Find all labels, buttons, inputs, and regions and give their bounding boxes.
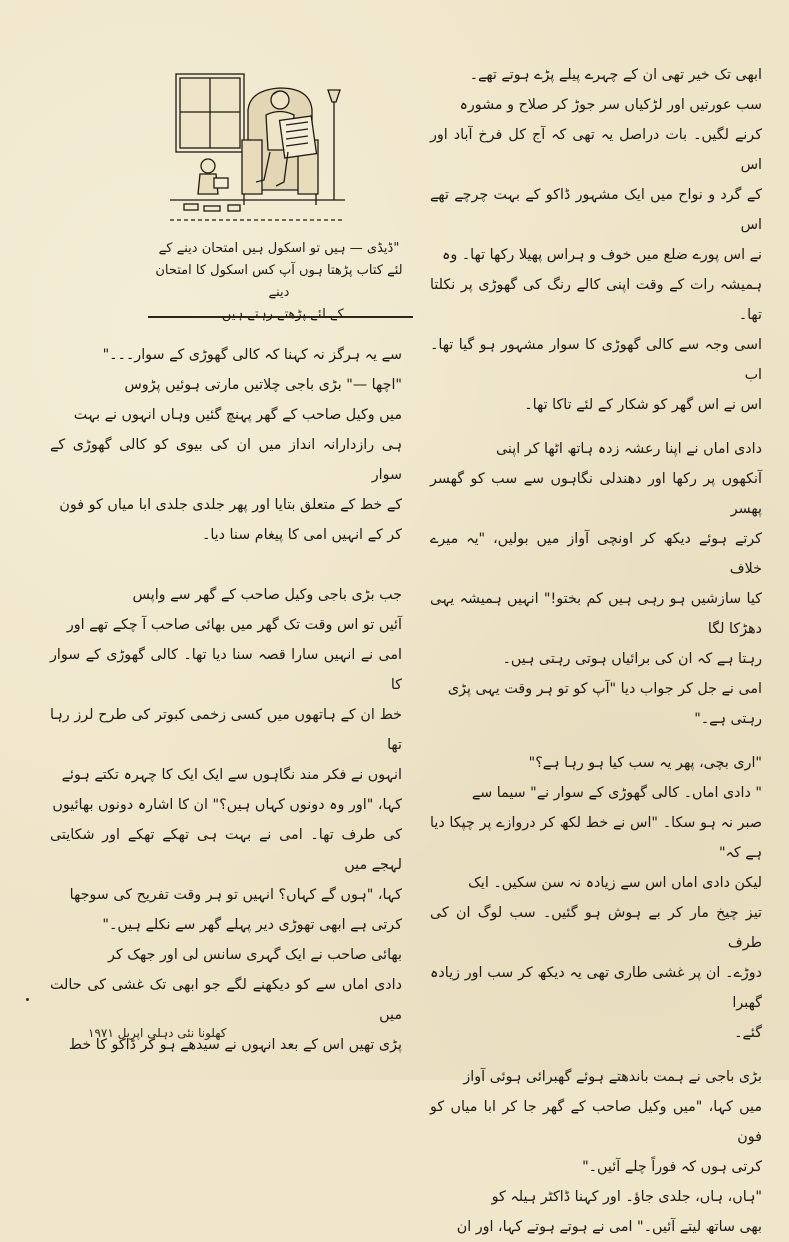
text-line: دادی اماں نے اپنا رعشہ زدہ ہاتھ اٹھا کر اپنی [496, 441, 762, 457]
cartoon-illustration [170, 70, 345, 230]
paragraph-gap [430, 1048, 762, 1062]
text-line: صبر نہ ہو سکا۔ "اس نے خط لکھ کر دروازے پر چپکا دیا ہے کہ" [430, 815, 762, 861]
text-line: ہمیشہ رات کے وقت اپنی کالے رنگ کی گھوڑی پر نکلتا تھا۔ [430, 277, 762, 323]
text-line: رہتا ہے کہ ان کی برائیاں ہوتی رہتی ہیں۔ [502, 651, 762, 667]
text-line: ہی رازدارانہ انداز میں ان کی بیوی کو کالی گھوڑی کے سوار [50, 437, 402, 483]
text-line: دوڑے۔ ان پر غشی طاری تھی یہ دیکھ کر سب اور زیادہ گھبرا [430, 965, 762, 1011]
text-line: امی نے انہیں سارا قصہ سنا دیا تھا۔ کالی گھوڑی کے سوار کا [50, 647, 402, 693]
caption-line-2: لئے کتاب پڑھتا ہوں آپ کس اسکول کا امتحان دینے [155, 263, 403, 300]
left-text-column-top [50, 340, 402, 550]
text-line: اس نے اس گھر کو شکار کے لئے تاکا تھا۔ [524, 397, 762, 413]
text-line: کیا سازشیں ہو رہی ہیں کم بختو!" انہیں ہمیشہ یہی دھڑکا لگا [430, 591, 762, 637]
paragraph-gap [430, 420, 762, 434]
text-line: "ہاں، ہاں، جلدی جاؤ۔ اور کہنا ڈاکٹر ہیلہ کو [491, 1189, 762, 1205]
text-line: خط ان کے ہاتھوں میں کسی زخمی کبوتر کی طرح لرز رہا تھا [50, 707, 402, 753]
text-line: دادی اماں سے کو دیکھنے لگے جو ابھی تک غشی کی حالت میں [50, 977, 402, 1023]
text-line: کرتے ہوئے دیکھ کر اونچی آواز میں بولیں، "یہ میرے خلاف [430, 531, 762, 577]
text-line: کے خط کے متعلق بتایا اور پھر جلدی جلدی ابا میاں کو فون [59, 497, 402, 513]
text-line: انہوں نے فکر مند نگاہوں سے ایک ایک کا چہرہ تکتے ہوئے [61, 767, 402, 783]
margin-dot [26, 998, 29, 1001]
paragraph-gap [430, 734, 762, 748]
text-line: میں کہا، "میں وکیل صاحب کے گھر جا کر ابا میاں کو فون [430, 1099, 762, 1145]
text-line: کہا، "اور وہ دونوں کہاں ہیں؟" ان کا اشارہ دونوں بھائیوں [52, 797, 402, 813]
text-line: ابھی تک خیر تھی ان کے چہرے پیلے پڑے ہوتے تھے۔ [469, 67, 762, 83]
text-line: "اری بچی، پھر یہ سب کیا ہو رہا ہے؟" [528, 755, 762, 771]
text-line: کہا، "ہوں گے کہاں؟ انہیں تو ہر وقت تفریح کی سوجھا [69, 887, 402, 903]
text-line: نے اس پورے ضلع میں خوف و ہراس پھیلا رکھا تھا۔ وہ [441, 247, 762, 263]
text-line: " دادی اماں۔ کالی گھوڑی کے سوار نے" سیما سے [471, 785, 762, 801]
right-text-column [430, 60, 762, 1242]
caption-line-1: "ڈیڈی — ہیں تو اسکول ہیں امتحان دینے کے [158, 241, 400, 256]
left-text-column-bottom [50, 580, 402, 1060]
text-line: لیکن دادی اماں اس سے زیادہ نہ سن سکیں۔ ایک [468, 875, 762, 891]
text-line: بھائی صاحب نے ایک گہری سانس لی اور جھک کر [108, 947, 402, 963]
text-line: رہتی ہے۔" [694, 711, 762, 727]
text-line: کرتی ہوں کہ فوراً چلے آئیں۔" [582, 1159, 762, 1175]
caption-line-3: کے لئے پڑھتے رہتے ہیں۔ [214, 307, 344, 322]
text-line: جب بڑی باجی وکیل صاحب کے گھر سے واپس [132, 587, 402, 603]
illustration-caption [150, 238, 408, 326]
text-line: کرنے لگیں۔ بات دراصل یہ تھی کہ آج کل فرخ آباد اور اس [430, 127, 762, 173]
text-line: بڑی باجی نے ہمت باندھتے ہوئے گھبرائی ہوئی آواز [463, 1069, 762, 1085]
text-line: "اچھا —" بڑی باجی چلاتیں مارتی ہوئیں پڑوس [124, 377, 402, 393]
text-line: کرتی ہے ابھی تھوڑی دیر پہلے گھر سے نکلے ہیں۔" [102, 917, 402, 933]
text-line: پڑی تھیں اس کے بعد انہوں نے سیدھے ہو کر ڈاکو کا خط [68, 1037, 402, 1053]
text-line: آئیں تو اس وقت تک گھر میں بھائی صاحب آ چکے تھے اور [66, 617, 402, 633]
text-line: سے یہ ہرگز نہ کہنا کہ کالی گھوڑی کے سوار۔۔۔" [102, 347, 402, 363]
text-line: میں وکیل صاحب کے گھر پہنچ گئیں وہاں انہوں نے بہت [73, 407, 402, 423]
page-footer: کھلونا نئی دہلی اپریل ۱۹۷۱ [88, 1026, 227, 1040]
text-line: سب عورتیں اور لڑکیاں سر جوڑ کر صلاح و مشورہ [459, 97, 762, 113]
text-line: کی طرف تھا۔ امی نے بہت ہی تھکے تھکے اور شکایتی لہجے میں [50, 827, 402, 873]
text-line: گئے۔ [734, 1025, 762, 1041]
text-line: اسی وجہ سے کالی گھوڑی کا سوار مشہور ہو گیا تھا۔ اب [430, 337, 762, 383]
text-line: کے گرد و نواح میں ایک مشہور ڈاکو کے بہت چرچے تھے اس [430, 187, 762, 233]
text-line: بھی ساتھ لیتے آئیں۔" امی نے ہوتے ہوتے کہا، اور ان [456, 1219, 762, 1235]
text-line: امی نے جل کر جواب دیا "آپ کو تو ہر وقت یہی پڑی [447, 681, 762, 697]
section-divider [148, 316, 413, 318]
text-line: تیز چیخ مار کر بے ہوش ہو گئیں۔ سب لوگ ان کی طرف [430, 905, 762, 951]
text-line: آنکھوں پر رکھا اور دھندلی نگاہوں سے سب کو گھسر پھسر [430, 471, 762, 517]
text-line: کر کے انہیں امی کا پیغام سنا دیا۔ [201, 527, 402, 543]
